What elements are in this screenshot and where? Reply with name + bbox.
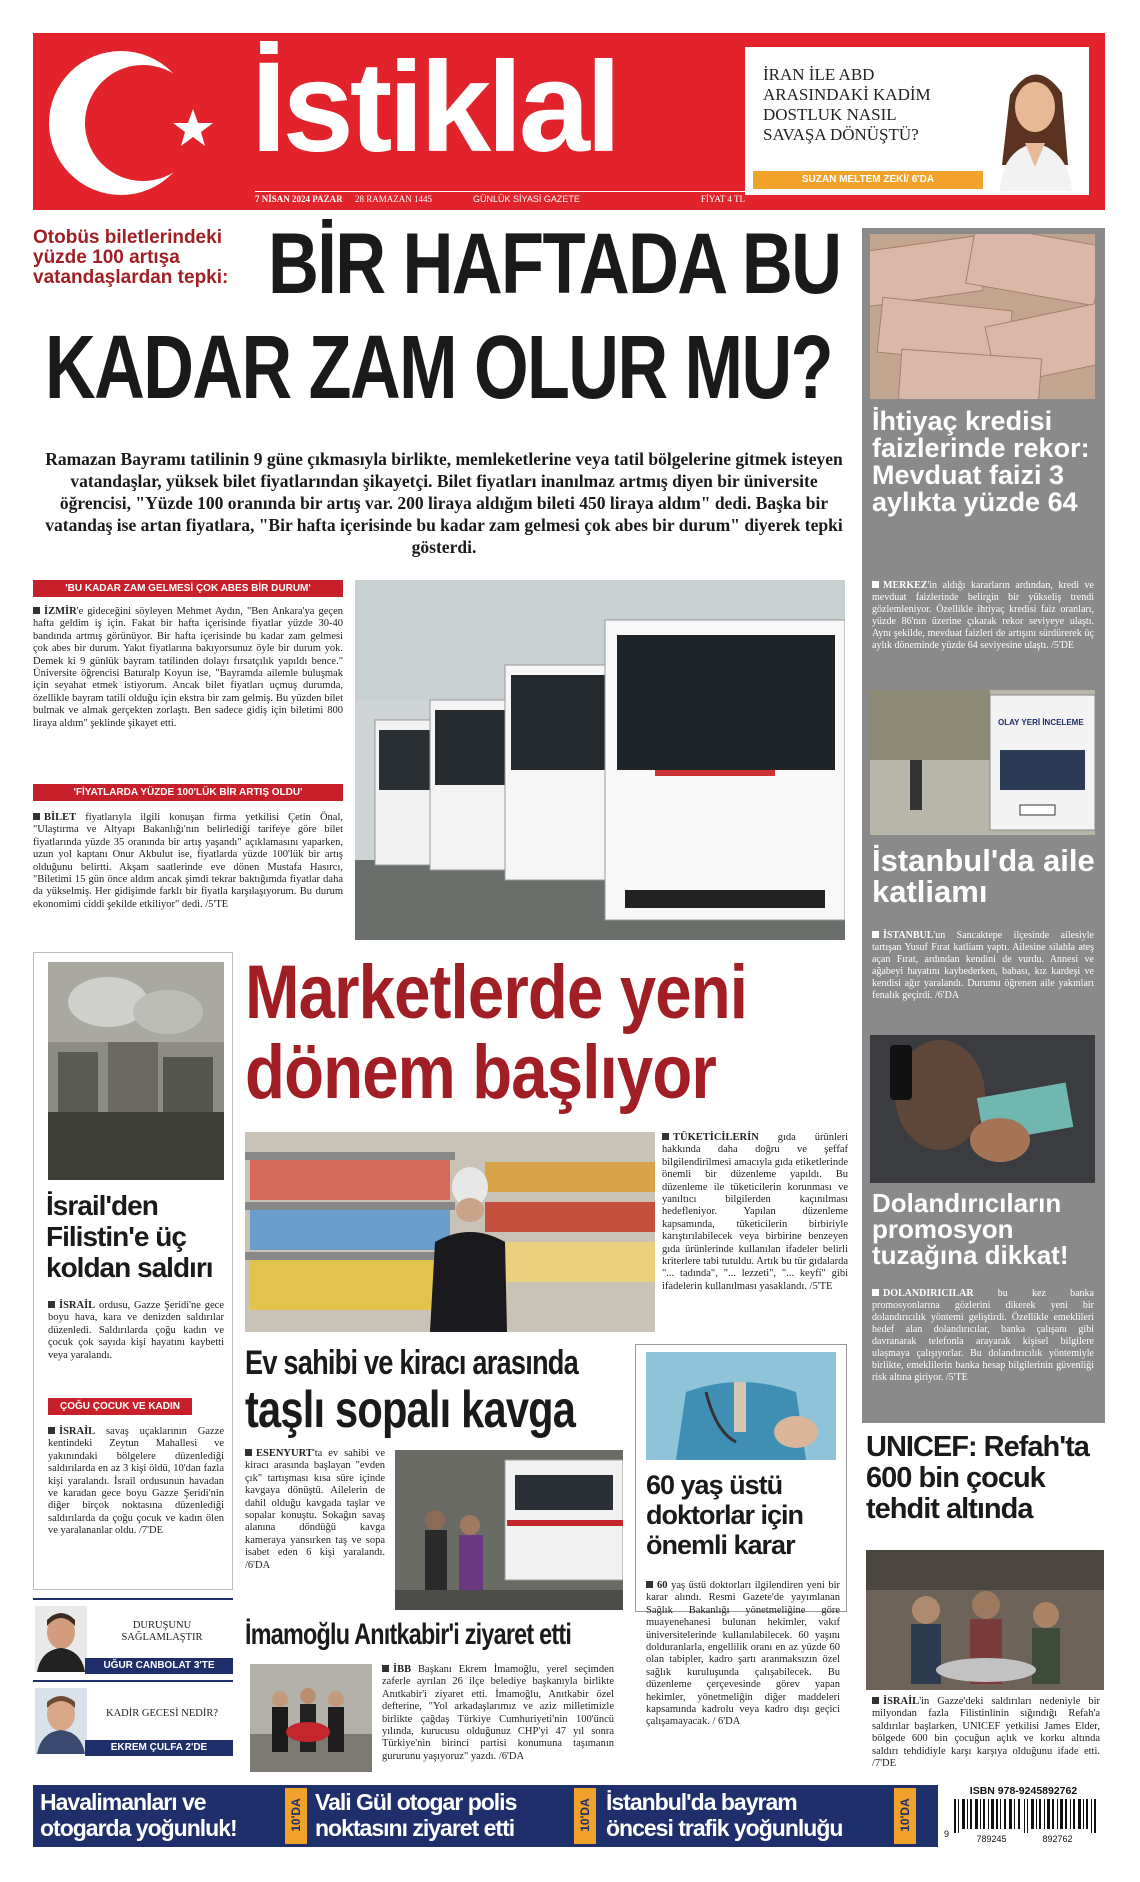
price: FİYAT 4 TL: [700, 194, 745, 204]
barcode-digit-lead: 9: [944, 1829, 950, 1839]
credit-text: MERKEZ'in aldığı kararların ardından, kredi ve mevduat faizlerinde belirgin bir yükseliş trendi gözlemleniyor. Özellikle ihtiyaç kredisi faiz oranları, yüzde 86'nın üzerine çıkarak rekor seviyeye ulaştı. Aynı şekilde, mevduat faizleri de artışını sürdürerek üç aylık döneminde yüzde 64 seviyesine ulaştı. /5'DE: [872, 580, 1094, 651]
columnist-portrait: [990, 55, 1080, 191]
bullet-icon: [33, 813, 40, 820]
issue-date: 7 NİSAN 2024 PAZAR: [255, 194, 343, 204]
bullet-icon: [48, 1301, 55, 1308]
footer-item-1-line1: Havalimanları ve: [40, 1789, 206, 1815]
doctors-headline[interactable]: 60 yaş üstü doktorlar için önemli karar: [646, 1470, 804, 1560]
main-headline-1[interactable]: BİR HAFTADA BU: [268, 216, 841, 312]
isbn-block: [942, 1785, 1105, 1847]
bullet-icon: [662, 1133, 669, 1140]
footer-item-3-page: 10'DA: [894, 1788, 916, 1844]
israel-text-2: İSRAİL savaş uçaklarının Gazze kentindeki Zeytun Mahallesi ve yakınındaki bölgelere düzenlediği saldırılarda en az 3 kişi öldü, 10'dan fazla kişi yaralandı. İsrail ordusunun havadan ve karadan gece boyu Gazze Şeridi'nin diğer birçok noktasına düzenlediği saldırılarda da çoğu çocuk ve kadın ölen ve yaralananlar oldu. /7'DE: [48, 1426, 224, 1537]
landlord-text: ESENYURT'ta ev sahibi ve kiracı arasında başlayan "evden çık" tartışması kısa süre içinde kavgaya dönüştü. Ailelerin de dahil olduğu kavgada taşlar ve sopalar konuştu. Sokağın savaş alanına döndüğü kavga kameraya yansırken taş ve sopa isabet eden 6 kişi yaralandı. /6'DA: [245, 1448, 385, 1571]
sub2-label: 'FİYATLARDA YÜZDE 100'LÜK BİR ARTIŞ OLDU': [33, 784, 343, 801]
bullet-icon: [382, 1665, 389, 1672]
main-lead: Ramazan Bayramı tatilinin 9 güne çıkmasıyla birlikte, memleketlerine veya tatil bölgelerine gitmek isteyen vatandaşlar, yüksek bilet fiyatlarından şikayetçi. Bilet fiyatları inanılmaz artmış diyen bir üniversite öğrencisi, "Yüzde 100 oranında bir artış var. 200 liraya aldığım bileti 450 liraya aldım" dedi. Başka bir vatandaş ise artan fiyatlara, "Bir hafta içerisinde bu kadar zam gelmesi çok abes bir durum" diyerek tepki gösterdi.: [45, 449, 843, 557]
phone-photo: [870, 1035, 1095, 1183]
bullet-icon: [33, 607, 40, 614]
barcode-digits-left: 789245: [964, 1834, 1019, 1844]
columnist-1-portrait: [35, 1606, 87, 1672]
logo-text: İstiklal: [251, 36, 618, 179]
bullet-icon: [872, 931, 879, 938]
landlord-headline-2[interactable]: taşlı sopalı kavga: [245, 1381, 576, 1439]
tagline: GÜNLÜK SİYASİ GAZETE: [473, 194, 580, 204]
sub2-text: BİLET fiyatlarıyla ilgili konuşan firma yetkilisi Çetin Önal, "Ulaştırma ve Altyapı Bakanlığı'nın belirlediği tarifeye göre bilet fiyatlarında yüzde 35 oranında bir artış yaşandı" açıklamasını yaparken, uzun yol kaptanı Onur Akbulut ise, fiyatlarda yüzde 100'lük bir artış olduğunu belirtti. Akşam saatlerinde eve dönen Mustafa Hasırcı, "Biletimi 15 gün önce aldım ancak şimdi tekrar baktığımda fiyatlar daha da yükselmiş. Her gidişimde farklı bir fiyatla karşılaşıyorum. Bu durum ekonomimi ciddi şekilde etkiliyor" dedi. /5'TE: [33, 812, 343, 910]
sub1-label: 'BU KADAR ZAM GELMESİ ÇOK ABES BİR DURUM': [33, 580, 343, 597]
barcode-digits-right: 892762: [1030, 1834, 1085, 1844]
family-text: İSTANBUL'un Sancaktepe ilçesinde ailesiyle tartışan Yusuf Fırat katliam yaptı. Ailesine silahla ateş açan Fırat, ardından kendini de vurdu. Annesi ve ağabeyi hayatını kaybederken, babası, kız kardeşi ve kendisi ağır yaralandı. Durumu öğrenen aile yakınları fenalık geçirdi. /6'DA: [872, 930, 1094, 1001]
money-photo: [870, 234, 1095, 399]
landlord-headline-1[interactable]: Ev sahibi ve kiracı arasında: [245, 1344, 578, 1382]
teaser-title: İRAN İLE ABD ARASINDAKİ KADİM DOSTLUK NASIL SAVAŞA DÖNÜŞTÜ?: [763, 65, 931, 144]
footer-item-3-line1: İstanbul'da bayram: [606, 1789, 797, 1815]
bullet-icon: [872, 581, 879, 588]
barcode-icon: [954, 1799, 1099, 1833]
columnist-1[interactable]: [33, 1598, 233, 1676]
columnist-1-name: UĞUR CANBOLAT 3'TE: [85, 1658, 233, 1674]
columnist-2-name: EKREM ÇULFA 2'DE: [85, 1740, 233, 1756]
credit-headline[interactable]: İhtiyaç kredisi faizlerinde rekor: Mevduat faizi 3 aylıkta yüzde 64: [872, 406, 1090, 517]
footer-item-2[interactable]: [315, 1789, 585, 1843]
bus-photo: [355, 580, 845, 940]
footer-item-1[interactable]: [40, 1789, 280, 1843]
imamoglu-text: İBB Başkanı Ekrem İmamoğlu, yerel seçimden zaferle ayrılan 26 ilçe belediye başkanıyla birlikte Anıtkabir'i ziyaret etti. İmamoğlu, Anıtkabir özel defterine, "Yol arkadaşlarımız ve aziz milletimizle birlikte çağdaş Türkiye Cumhuriyeti'nin 100'üncü yılında, kurucusu olduğunuz CHP'yi 47 yıl sonra Türkiye'nin birinci partisi konumuna taşımanın gururunu yaşıyoruz" yazdı. /6'DA: [382, 1664, 614, 1762]
market-headline-2[interactable]: dönem başlıyor: [245, 1030, 717, 1115]
market-text: TÜKETİCİLERİN gıda ürünleri hakkında daha doğru ve şeffaf bilgilendirilmesi amacıyla gıda etiketlerinde önemli bir düzenleme yapıldı. Bu düzenleme ile tüketicilerin korunması ve yanıltıcı bilgilerden kaçınılması hedefleniyor. Yapılan düzenleme kapsamında, tüketicilerin birbiriyle karıştırılabilecek veya birbirine benzeyen gıda ürünlerinde kullanılan ifadeler belirli kriterlere tabi tutuldu. Artık bu tür gıdalarda "... tadında", "... lezzeti", "... keyfi" gibi ifadelerin kullanılması yasaklandı. /5'TE: [662, 1132, 848, 1292]
unicef-text: İSRAİL'in Gazze'deki saldırıları nedeniyle bir milyondan fazla Filistinlinin sığındığı Refah'a saldırılar başlarken, UNICEF yetkilisi James Elder, bölgede 600 bin çocuğun açlık ve korku altında saldırı tehdidiyle karşı karşıya olduğunu ifade etti. /7'DE: [872, 1696, 1100, 1770]
israel-label: ÇOĞU ÇOCUK VE KADIN: [48, 1398, 192, 1415]
dateline: [255, 191, 745, 207]
bullet-icon: [245, 1449, 252, 1456]
police-sign: OLAY YERİ İNCELEME: [998, 718, 1084, 727]
hijri-date: 28 RAMAZAN 1445: [355, 194, 433, 204]
crescent-star-icon: [43, 43, 213, 203]
bullet-icon: [646, 1581, 653, 1588]
footer-item-3[interactable]: [606, 1789, 896, 1843]
doctors-text: 60 yaş üstü doktorları ilgilendiren yeni bir karar alındı. Resmi Gazete'de yayımlanan Sağlık Bakanlığı yönetmeliğine göre muayenehanesi bulunan hekimler, vakıf üniversitelerinde kullanılabilecek. 60 yaşını dolduranlarla, engellilik oranı en az yüzde 60 olan tabipler, kadro şartı aranmaksızın özel sağlık kuruluşunda çalışabilecek. Bu düzenleme çerçevesinde görev yapan hekimler, yönetmeliğin diğer maddeleri kapsamında kadrolu veya kadro dışı geçici çalışamayacak. / 6'DA: [646, 1580, 840, 1728]
market-headline-1[interactable]: Marketlerde yeni: [245, 950, 748, 1035]
teaser-byline: SUZAN MELTEM ZEKİ/ 6'DA: [753, 171, 983, 189]
fraud-headline[interactable]: Dolandırıcıların promosyon tuzağına dikkat!: [872, 1188, 1069, 1270]
doctors-photo: [646, 1352, 836, 1460]
imamoglu-headline[interactable]: İmamoğlu Anıtkabir'i ziyaret etti: [245, 1618, 572, 1651]
bullet-icon: [48, 1427, 55, 1434]
footer-item-2-page: 10'DA: [574, 1788, 596, 1844]
family-headline[interactable]: İstanbul'da aile katliamı: [872, 843, 1095, 909]
sub1-text: İZMİR'e gideceğini söyleyen Mehmet Aydın, "Ben Ankara'ya geçen hafta geldim iş için. Fakat bir hafta içerisinde fiyatlar yüzde 30-40 bandında artmış görünüyor. Bir hafta içerisinde bu kadar zam gelmesi çok abes bir durum. Yakıt fiyatlarına bakıyorsunuz öyle bir durum yok. Demek ki 9 günlük bayram tatilinden dolayı fırsatçılık yapıldı bence." Üniversite öğrencisi Baturalp Koyun ise, "Bayramda ailemle buluşmak için seyahat etmek istiyorum. Ancak bilet fiyatları uçmuş durumda, özellikle bayram tatili olduğu için ekstra bir zam gelmiş. Bu yüzden bilet bulmak ve almak gerçekten zorlaştı. Ben sadece gidiş için biletimi 800 liraya aldım" şeklinde şikayet etti.: [33, 606, 343, 729]
footer-item-1-page: 10'DA: [285, 1788, 307, 1844]
unicef-headline[interactable]: UNICEF: Refah'ta 600 bin çocuk tehdit altında: [866, 1431, 1089, 1525]
columnist-2-portrait: [35, 1688, 87, 1754]
footer-item-3-line2: öncesi trafik yoğunluğu: [606, 1815, 843, 1841]
columnist-1-title: DURUŞUNU SAĞLAMLAŞTIR: [121, 1620, 203, 1643]
gaza-photo: [48, 962, 224, 1180]
israel-text: İSRAİL ordusu, Gazze Şeridi'ne gece boyu hava, kara ve denizden saldırılar düzenledi. Saldırılarda çoğu kadın ve çocuk çok sayıda kişi hayatını kaybetti veya yaralandı.: [48, 1300, 224, 1361]
landlord-photo: [395, 1450, 623, 1610]
unicef-photo: [866, 1550, 1104, 1690]
footer-item-2-line2: noktasını ziyaret etti: [315, 1815, 515, 1841]
bullet-icon: [872, 1289, 879, 1296]
main-headline-2[interactable]: KADAR ZAM OLUR MU?: [45, 318, 832, 418]
footer-item-2-line1: Vali Gül otogar polis: [315, 1789, 517, 1815]
market-photo: [245, 1132, 655, 1332]
columnist-2-title: KADİR GECESİ NEDİR?: [106, 1708, 218, 1719]
footer-item-1-line2: otogarda yoğunluk!: [40, 1815, 237, 1841]
fraud-text: DOLANDIRICILAR bu kez banka promosyonlarına gözlerini dikerek yeni bir dolandırıcılık yöntemi geliştirdi. Özellikle emeklileri hedef alan dolandırıcılar, banka çalışanı gibi davranarak telefonla arayarak kişisel bilgilere ulaşmaya çalışıyorlar. Bu dolandırıcılık yöntemiyle birlikte, emeklilerin banka hesap bilgilerinin güvenliği risk altına giriyor. /5'TE: [872, 1288, 1094, 1383]
imamoglu-photo: [250, 1664, 372, 1772]
isbn-text: ISBN 978-9245892762: [969, 1785, 1078, 1797]
main-kicker: Otobüs biletlerindeki yüzde 100 artışa vatandaşlardan tepki:: [33, 227, 229, 288]
teaser-box[interactable]: [745, 47, 1089, 195]
police-photo: [870, 690, 1095, 835]
columnist-2[interactable]: [33, 1680, 233, 1758]
israel-headline[interactable]: İsrail'den Filistin'e üç koldan saldırı: [46, 1190, 213, 1283]
bullet-icon: [872, 1697, 879, 1704]
masthead: [33, 33, 1105, 210]
